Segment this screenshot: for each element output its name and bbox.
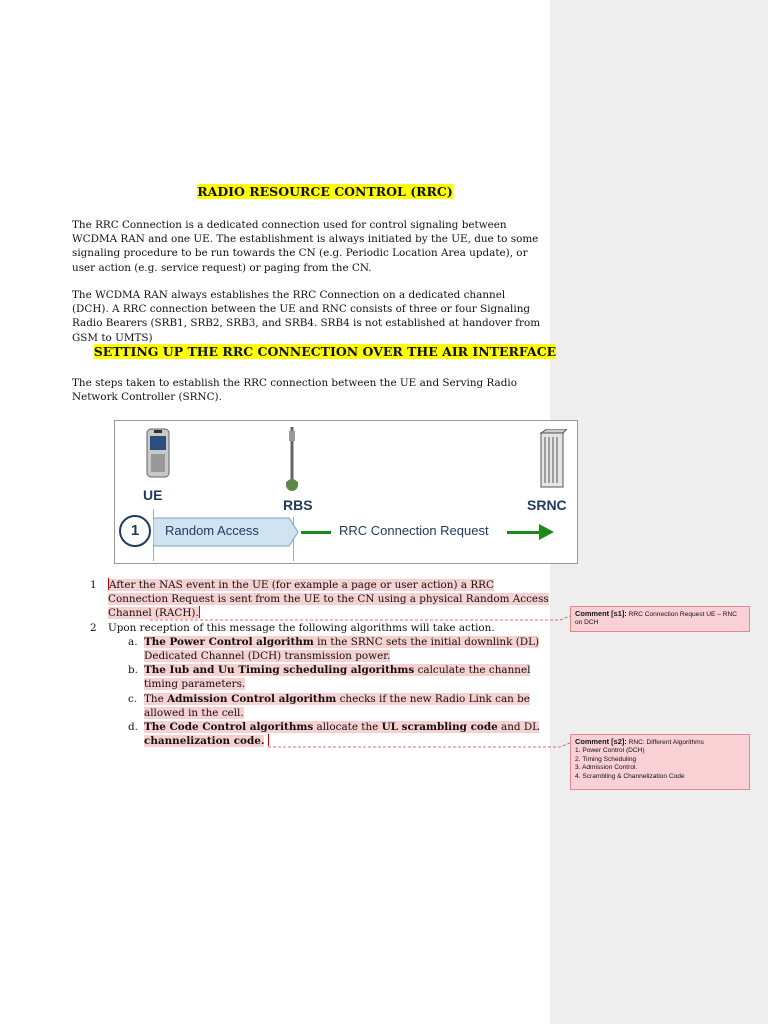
comment-text: RRC Connection Request UE – RNC on DCH xyxy=(575,611,738,627)
sub-item-text: The xyxy=(144,692,168,705)
sub-item-bold: The Power Control algorithm xyxy=(144,635,314,648)
sub-item-bold: channelization code. xyxy=(144,735,265,748)
sub-item-text: and DL xyxy=(497,721,540,734)
sub-list-letter: a. xyxy=(128,635,138,648)
sub-item-bold: Admission Control algorithm xyxy=(167,692,337,705)
sub-item-text: allocate the xyxy=(313,721,382,734)
sub-item-bold: UL scrambling code xyxy=(381,721,498,734)
comment-author: Comment [s1]: xyxy=(575,609,627,618)
comment-line: 3. Admission Control. xyxy=(575,764,638,772)
sub-item-bold: The Iub and Uu Timing scheduling algorithms xyxy=(144,664,415,677)
document-title: RADIO RESOURCE CONTROL (RRC) xyxy=(197,184,453,199)
sub-item-bold: The Code Control algorithms xyxy=(144,721,314,734)
comment-line: 4. Scrambling & Channelization Code xyxy=(575,772,685,780)
srnc-label: SRNC xyxy=(527,497,567,513)
paragraph-1: The RRC Connection is a dedicated connection used for control signaling between WCDMA RAN and one UE. The establishment is always initiated by the UE, due to some signaling procedure to be run towards the CN (e.g. Periodic Location Area update), or user action (e.g. service request) or paging from the CN. xyxy=(72,219,539,274)
comment-balloon-1[interactable] xyxy=(570,606,750,632)
rbs-label: RBS xyxy=(283,497,313,513)
sub-list-letter: c. xyxy=(128,692,138,705)
random-access-label: Random Access xyxy=(165,523,259,538)
list-number: 2 xyxy=(90,621,97,634)
comment-balloon-2[interactable] xyxy=(570,734,750,790)
paragraph-2: The WCDMA RAN always establishes the RRC Connection on a dedicated channel (DCH). A RRC connection between the UE and RNC consists of three or four Signaling Radio Bearers (SRB1, SRB2, SRB3, and SRB4. SRB4 is not established at handover from GSM to UMTS) xyxy=(72,289,541,344)
list-number: 1 xyxy=(90,579,97,591)
comment-line: 2. Timing Scheduling xyxy=(575,755,637,763)
sub-item-text: in the SRNC sets the initial downlink (DL) Dedicated Channel (DCH) transmission power. xyxy=(144,635,540,663)
comment-text: RNC: Different Algorithms xyxy=(626,739,704,746)
comment-author: Comment [s2]: xyxy=(575,737,627,746)
sub-item-text: checks if the new Radio Link can be allowed in the cell. xyxy=(144,692,530,719)
sub-item-text: calculate the channel timing parameters. xyxy=(144,664,531,691)
sub-list-letter: d. xyxy=(128,721,138,734)
paragraph-3: The steps taken to establish the RRC connection between the UE and Serving Radio Network Controller (SRNC). xyxy=(72,377,517,404)
comment-line: 1. Power Control (DCH) xyxy=(575,747,645,755)
list-item-text: After the NAS event in the UE (for example a page or user action) a RRC Connection Request is sent from the UE to the CN using a physical Random Access Channel (RACH). xyxy=(108,579,549,620)
rrc-request-label: RRC Connection Request xyxy=(339,523,489,538)
section-heading: SETTING UP THE RRC CONNECTION OVER THE AIR INTERFACE xyxy=(93,344,557,359)
sub-list-letter: b. xyxy=(128,664,138,677)
ue-label: UE xyxy=(143,487,163,503)
list-item-text: Upon reception of this message the following algorithms will take action. xyxy=(108,621,495,634)
step-number-badge: 1 xyxy=(119,515,151,547)
